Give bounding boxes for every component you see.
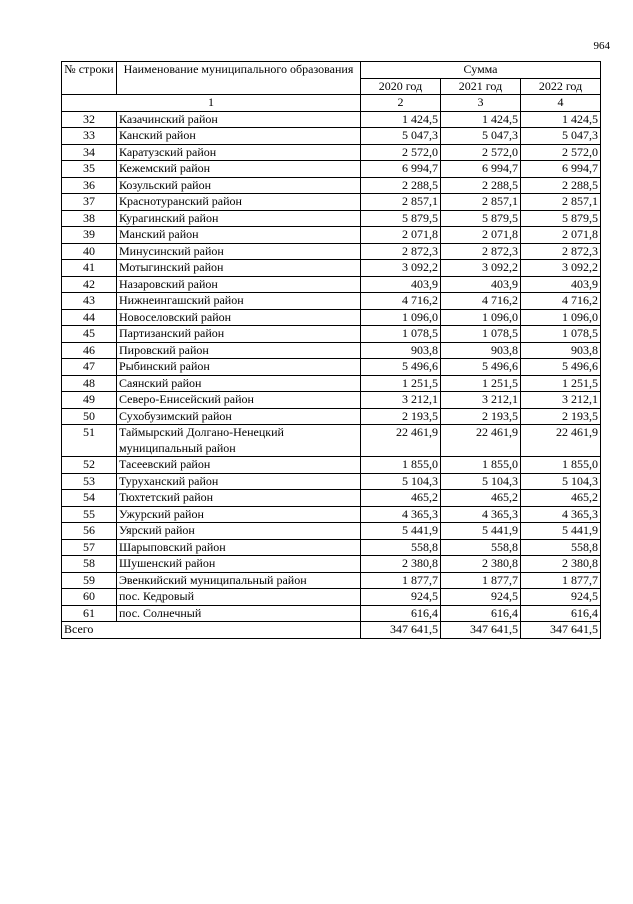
table-row bbox=[62, 326, 601, 343]
row-number: 36 bbox=[62, 177, 117, 194]
sum-2021: 558,8 bbox=[441, 539, 521, 556]
table-row bbox=[62, 523, 601, 540]
sum-2021: 1 078,5 bbox=[441, 326, 521, 343]
sum-2020: 5 496,6 bbox=[361, 359, 441, 376]
municipality-name-header: Наименование муниципального образования bbox=[117, 62, 361, 95]
row-number-header: № строки bbox=[62, 62, 117, 95]
sum-2021: 5 104,3 bbox=[441, 473, 521, 490]
table-row bbox=[62, 243, 601, 260]
row-number: 35 bbox=[62, 161, 117, 178]
sum-2021: 4 365,3 bbox=[441, 506, 521, 523]
sum-2021: 22 461,9 bbox=[441, 425, 521, 457]
row-number: 53 bbox=[62, 473, 117, 490]
row-number: 34 bbox=[62, 144, 117, 161]
sum-2020: 6 994,7 bbox=[361, 161, 441, 178]
sum-2021: 2 071,8 bbox=[441, 227, 521, 244]
sum-2021: 2 872,3 bbox=[441, 243, 521, 260]
row-number: 51 bbox=[62, 425, 117, 457]
table-row bbox=[62, 342, 601, 359]
sum-2020: 558,8 bbox=[361, 539, 441, 556]
sum-2021: 5 879,5 bbox=[441, 210, 521, 227]
table-body bbox=[62, 111, 601, 622]
sum-2022: 1 855,0 bbox=[521, 457, 601, 474]
sum-2021: 465,2 bbox=[441, 490, 521, 507]
sum-2022: 2 572,0 bbox=[521, 144, 601, 161]
sum-2020: 616,4 bbox=[361, 605, 441, 622]
sum-2021: 403,9 bbox=[441, 276, 521, 293]
sum-2020: 2 572,0 bbox=[361, 144, 441, 161]
municipality-name: Казачинский район bbox=[117, 111, 361, 128]
total-2020: 347 641,5 bbox=[361, 622, 441, 639]
sum-2020: 1 424,5 bbox=[361, 111, 441, 128]
sum-2022: 903,8 bbox=[521, 342, 601, 359]
sum-2022: 403,9 bbox=[521, 276, 601, 293]
sum-2021: 5 441,9 bbox=[441, 523, 521, 540]
row-number: 42 bbox=[62, 276, 117, 293]
sum-2020: 2 857,1 bbox=[361, 194, 441, 211]
table-row bbox=[62, 408, 601, 425]
year-header-2022: 2022 год bbox=[521, 78, 601, 95]
sum-2021: 1 096,0 bbox=[441, 309, 521, 326]
table-row bbox=[62, 457, 601, 474]
sum-2020: 4 716,2 bbox=[361, 293, 441, 310]
municipality-name: Уярский район bbox=[117, 523, 361, 540]
table-row bbox=[62, 128, 601, 145]
sum-2020: 4 365,3 bbox=[361, 506, 441, 523]
sum-2021: 1 877,7 bbox=[441, 572, 521, 589]
municipality-name: Назаровский район bbox=[117, 276, 361, 293]
sum-2021: 1 424,5 bbox=[441, 111, 521, 128]
table-row bbox=[62, 293, 601, 310]
sum-2022: 3 092,2 bbox=[521, 260, 601, 277]
sum-2020: 903,8 bbox=[361, 342, 441, 359]
sum-2022: 1 424,5 bbox=[521, 111, 601, 128]
sum-2020: 2 071,8 bbox=[361, 227, 441, 244]
sum-2021: 4 716,2 bbox=[441, 293, 521, 310]
year-header-2021: 2021 год bbox=[441, 78, 521, 95]
municipality-name: Мотыгинский район bbox=[117, 260, 361, 277]
table-row bbox=[62, 359, 601, 376]
table-header bbox=[62, 62, 601, 112]
sum-2020: 3 212,1 bbox=[361, 392, 441, 409]
municipality-name: Козульский район bbox=[117, 177, 361, 194]
row-number: 60 bbox=[62, 589, 117, 606]
municipality-name: Туруханский район bbox=[117, 473, 361, 490]
municipality-name: Канский район bbox=[117, 128, 361, 145]
sum-2021: 3 212,1 bbox=[441, 392, 521, 409]
sum-2022: 5 496,6 bbox=[521, 359, 601, 376]
table-row bbox=[62, 111, 601, 128]
sum-2020: 1 251,5 bbox=[361, 375, 441, 392]
sum-2021: 3 092,2 bbox=[441, 260, 521, 277]
table-row bbox=[62, 144, 601, 161]
sum-2022: 2 288,5 bbox=[521, 177, 601, 194]
row-number: 52 bbox=[62, 457, 117, 474]
row-number: 50 bbox=[62, 408, 117, 425]
table-row bbox=[62, 161, 601, 178]
municipality-name: Шушенский район bbox=[117, 556, 361, 573]
sum-2020: 5 879,5 bbox=[361, 210, 441, 227]
sum-2022: 6 994,7 bbox=[521, 161, 601, 178]
row-number: 43 bbox=[62, 293, 117, 310]
table-row bbox=[62, 490, 601, 507]
row-number: 37 bbox=[62, 194, 117, 211]
row-number: 44 bbox=[62, 309, 117, 326]
municipality-name: Ужурский район bbox=[117, 506, 361, 523]
sum-2020: 22 461,9 bbox=[361, 425, 441, 457]
table-row bbox=[62, 589, 601, 606]
municipality-name: Таймырский Долгано-Ненецкий муниципальный район bbox=[117, 425, 361, 457]
sum-2022: 1 877,7 bbox=[521, 572, 601, 589]
municipality-name: Манский район bbox=[117, 227, 361, 244]
table-row bbox=[62, 375, 601, 392]
row-number: 54 bbox=[62, 490, 117, 507]
table-row bbox=[62, 210, 601, 227]
row-number: 59 bbox=[62, 572, 117, 589]
table-row bbox=[62, 177, 601, 194]
sum-2022: 5 879,5 bbox=[521, 210, 601, 227]
municipality-name: Краснотуранский район bbox=[117, 194, 361, 211]
municipality-name: Северо-Енисейский район bbox=[117, 392, 361, 409]
total-label: Всего bbox=[62, 622, 361, 639]
row-number: 32 bbox=[62, 111, 117, 128]
budget-table bbox=[61, 61, 601, 639]
table-row bbox=[62, 227, 601, 244]
table-row bbox=[62, 605, 601, 622]
municipality-name: Партизанский район bbox=[117, 326, 361, 343]
municipality-name: Рыбинский район bbox=[117, 359, 361, 376]
municipality-name: пос. Кедровый bbox=[117, 589, 361, 606]
column-number-1: 1 bbox=[62, 95, 361, 112]
municipality-name: Кежемский район bbox=[117, 161, 361, 178]
sum-2022: 5 047,3 bbox=[521, 128, 601, 145]
row-number: 47 bbox=[62, 359, 117, 376]
table-row bbox=[62, 276, 601, 293]
total-2022: 347 641,5 bbox=[521, 622, 601, 639]
sum-2022: 2 872,3 bbox=[521, 243, 601, 260]
sum-2022: 2 193,5 bbox=[521, 408, 601, 425]
sum-2022: 5 441,9 bbox=[521, 523, 601, 540]
municipality-name: Минусинский район bbox=[117, 243, 361, 260]
sum-2021: 903,8 bbox=[441, 342, 521, 359]
sum-2020: 1 078,5 bbox=[361, 326, 441, 343]
municipality-name: Эвенкийский муниципальный район bbox=[117, 572, 361, 589]
row-number: 45 bbox=[62, 326, 117, 343]
sum-2021: 2 288,5 bbox=[441, 177, 521, 194]
sum-2022: 2 380,8 bbox=[521, 556, 601, 573]
sum-2021: 2 380,8 bbox=[441, 556, 521, 573]
sum-2021: 1 251,5 bbox=[441, 375, 521, 392]
row-number: 40 bbox=[62, 243, 117, 260]
column-number-3: 3 bbox=[441, 95, 521, 112]
sum-2021: 924,5 bbox=[441, 589, 521, 606]
row-number: 49 bbox=[62, 392, 117, 409]
sum-2020: 5 441,9 bbox=[361, 523, 441, 540]
sum-2020: 1 877,7 bbox=[361, 572, 441, 589]
year-header-2020: 2020 год bbox=[361, 78, 441, 95]
sum-2021: 2 857,1 bbox=[441, 194, 521, 211]
row-number: 39 bbox=[62, 227, 117, 244]
table-row bbox=[62, 425, 601, 457]
sum-2022: 616,4 bbox=[521, 605, 601, 622]
sum-2021: 2 572,0 bbox=[441, 144, 521, 161]
sum-2020: 2 380,8 bbox=[361, 556, 441, 573]
sum-2020: 2 288,5 bbox=[361, 177, 441, 194]
row-number: 61 bbox=[62, 605, 117, 622]
row-number: 58 bbox=[62, 556, 117, 573]
sum-2020: 924,5 bbox=[361, 589, 441, 606]
row-number: 33 bbox=[62, 128, 117, 145]
sum-2021: 1 855,0 bbox=[441, 457, 521, 474]
sum-2020: 3 092,2 bbox=[361, 260, 441, 277]
sum-2022: 3 212,1 bbox=[521, 392, 601, 409]
sum-2020: 1 855,0 bbox=[361, 457, 441, 474]
sum-2022: 1 251,5 bbox=[521, 375, 601, 392]
municipality-name: Новоселовский район bbox=[117, 309, 361, 326]
column-number-4: 4 bbox=[521, 95, 601, 112]
sum-2020: 1 096,0 bbox=[361, 309, 441, 326]
sum-2022: 1 078,5 bbox=[521, 326, 601, 343]
total-row bbox=[62, 622, 601, 639]
sum-2021: 2 193,5 bbox=[441, 408, 521, 425]
municipality-name: Каратузский район bbox=[117, 144, 361, 161]
sum-2022: 924,5 bbox=[521, 589, 601, 606]
total-2021: 347 641,5 bbox=[441, 622, 521, 639]
sum-2020: 2 872,3 bbox=[361, 243, 441, 260]
sum-2020: 5 047,3 bbox=[361, 128, 441, 145]
table-row bbox=[62, 392, 601, 409]
municipality-name: Пировский район bbox=[117, 342, 361, 359]
row-number: 56 bbox=[62, 523, 117, 540]
row-number: 38 bbox=[62, 210, 117, 227]
sum-2022: 5 104,3 bbox=[521, 473, 601, 490]
sum-2022: 4 716,2 bbox=[521, 293, 601, 310]
table-row bbox=[62, 260, 601, 277]
sum-2021: 5 496,6 bbox=[441, 359, 521, 376]
sum-2020: 5 104,3 bbox=[361, 473, 441, 490]
municipality-name: Тасеевский район bbox=[117, 457, 361, 474]
sum-2022: 4 365,3 bbox=[521, 506, 601, 523]
row-number: 48 bbox=[62, 375, 117, 392]
sum-2020: 2 193,5 bbox=[361, 408, 441, 425]
municipality-name: Нижнеингашский район bbox=[117, 293, 361, 310]
table-row bbox=[62, 506, 601, 523]
sum-2020: 465,2 bbox=[361, 490, 441, 507]
municipality-name: Саянский район bbox=[117, 375, 361, 392]
sum-2022: 558,8 bbox=[521, 539, 601, 556]
sum-2022: 465,2 bbox=[521, 490, 601, 507]
municipality-name: Шарыповский район bbox=[117, 539, 361, 556]
table-row bbox=[62, 556, 601, 573]
table-row bbox=[62, 194, 601, 211]
municipality-name: Курагинский район bbox=[117, 210, 361, 227]
page-number: 964 bbox=[593, 40, 610, 52]
sum-2021: 6 994,7 bbox=[441, 161, 521, 178]
sum-2021: 5 047,3 bbox=[441, 128, 521, 145]
table-row bbox=[62, 309, 601, 326]
municipality-name: Сухобузимский район bbox=[117, 408, 361, 425]
sum-2022: 2 857,1 bbox=[521, 194, 601, 211]
sum-2022: 22 461,9 bbox=[521, 425, 601, 457]
sum-2022: 2 071,8 bbox=[521, 227, 601, 244]
municipality-name: Тюхтетский район bbox=[117, 490, 361, 507]
column-number-2: 2 bbox=[361, 95, 441, 112]
table-row bbox=[62, 572, 601, 589]
row-number: 55 bbox=[62, 506, 117, 523]
municipality-name: пос. Солнечный bbox=[117, 605, 361, 622]
sum-2021: 616,4 bbox=[441, 605, 521, 622]
sum-header: Сумма bbox=[361, 62, 601, 79]
table-row bbox=[62, 539, 601, 556]
sum-2022: 1 096,0 bbox=[521, 309, 601, 326]
row-number: 57 bbox=[62, 539, 117, 556]
row-number: 41 bbox=[62, 260, 117, 277]
table-row bbox=[62, 473, 601, 490]
sum-2020: 403,9 bbox=[361, 276, 441, 293]
row-number: 46 bbox=[62, 342, 117, 359]
